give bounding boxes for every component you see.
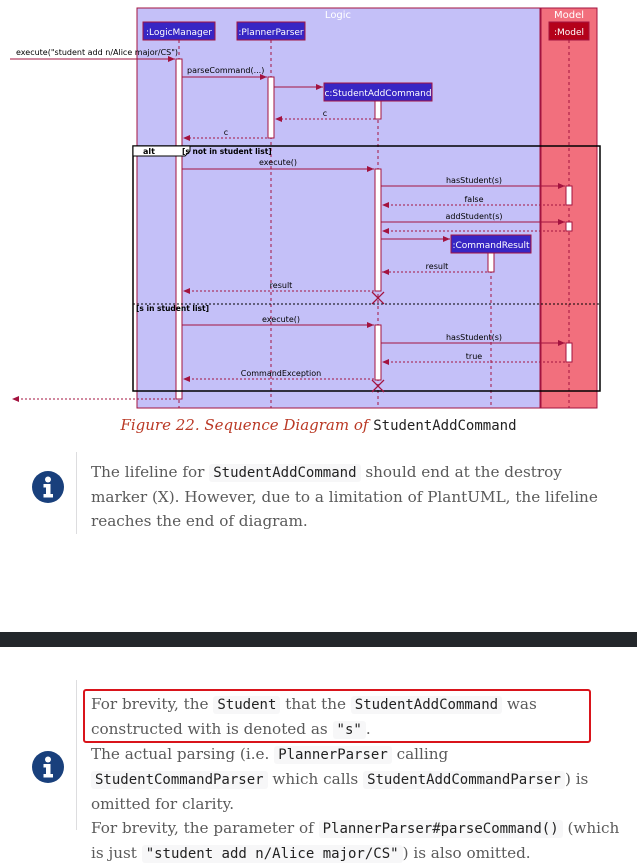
- ret-true: true: [465, 352, 483, 361]
- activation-sac-1: [375, 101, 381, 119]
- sequence-diagram: [0, 0, 637, 412]
- participant-student-add-command: c:StudentAddCommand: [324, 89, 432, 99]
- model-frame-title: Model: [553, 10, 585, 21]
- note-2-line-2: The actual parsing (i.e. PlannerParser calling StudentCommandParser which calls StudentAddCommandParser ) is omitted for clarity.: [91, 745, 589, 813]
- ret-result-inner: result: [425, 262, 449, 271]
- admonition-note-1: [0, 448, 637, 534]
- ret-false: false: [464, 195, 484, 204]
- info-circle-icon: [31, 750, 65, 784]
- activation-command-result: [488, 253, 494, 272]
- activation-model-3: [566, 343, 572, 362]
- arrowhead: [12, 396, 19, 402]
- figure-caption: [0, 416, 637, 434]
- ret-c-label: c: [322, 109, 328, 118]
- activation-planner-parser: [268, 77, 274, 138]
- ret-command-exception: CommandException: [240, 369, 322, 378]
- caption-code: StudentAddCommand: [373, 418, 517, 434]
- msg-execute1: execute(): [259, 158, 297, 167]
- activation-model-1: [566, 186, 572, 205]
- participant-command-result: :CommandResult: [452, 241, 530, 251]
- note-1-text: The lifeline for StudentAddCommand should end at the destroy marker (X). However, due to a limitation of PlantUML, the lifeline reaches the end of diagram.: [91, 463, 598, 530]
- participant-planner-parser: :PlannerParser: [238, 28, 304, 38]
- activation-sac-2: [375, 169, 381, 291]
- section-divider-band: [0, 632, 637, 647]
- alt-guard-2: [s in student list]: [136, 304, 210, 313]
- participant-logic-manager: :LogicManager: [145, 28, 213, 38]
- logic-frame-title: Logic: [324, 10, 352, 21]
- info-circle-icon: [31, 470, 65, 504]
- note-2-line-3: For brevity, the parameter of PlannerParser#parseCommand() (which is just "student add n/Alice major/CS" ) is also omitted.: [91, 819, 620, 862]
- note-2-icon-cell: [22, 750, 74, 788]
- activation-sac-3: [375, 325, 381, 380]
- highlight-annotation-box: [83, 689, 591, 743]
- msg-has-student2: hasStudent(s): [445, 333, 503, 342]
- msg-execute2: execute(): [262, 315, 300, 324]
- ret-result-outer: result: [269, 281, 293, 290]
- msg-parse-command: parseCommand(...): [187, 66, 265, 75]
- activation-logic-manager: [176, 59, 182, 399]
- note-1-icon-cell: [22, 470, 74, 508]
- msg-add-student: addStudent(s): [445, 212, 503, 221]
- alt-label: alt: [143, 147, 155, 156]
- caption-text: Figure 22. Sequence Diagram of: [120, 416, 369, 434]
- msg-has-student1: hasStudent(s): [445, 176, 503, 185]
- note-2-line-1: For brevity, the Student that the StudentAddCommand was constructed with is denoted as "s" .: [91, 695, 537, 738]
- participant-model: :Model: [553, 28, 585, 38]
- msg-execute-input: execute("student add n/Alice major/CS"): [16, 48, 179, 57]
- ret-c2-label: c: [223, 128, 229, 137]
- activation-model-2: [566, 222, 572, 231]
- alt-guard-1: [s not in student list]: [182, 147, 272, 156]
